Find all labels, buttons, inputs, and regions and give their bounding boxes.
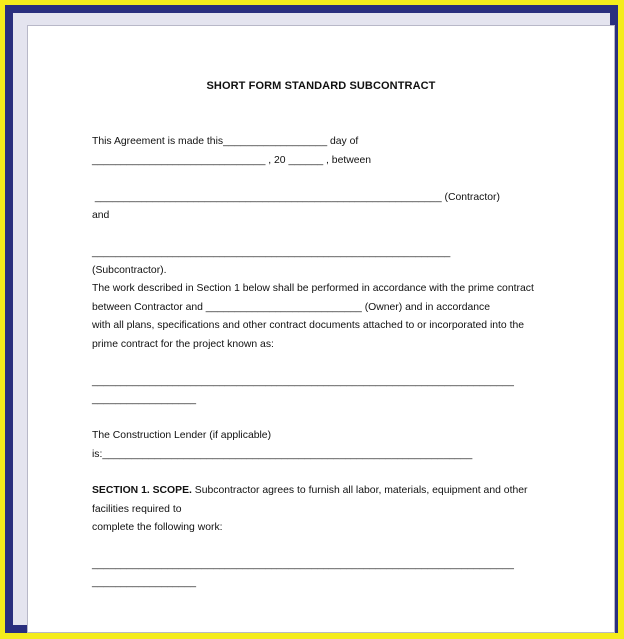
construction-lender-line: The Construction Lender (if applicable) — [92, 430, 272, 441]
agreement-year-line: ______________________________ , 20 ______ , between — [92, 155, 372, 166]
lender-blank-line: is:________________________________________________________________ — [92, 449, 473, 460]
document-frame — [5, 5, 618, 633]
agreement-date-line: This Agreement is made this__________________ day of — [92, 136, 359, 147]
facilities-line: facilities required to — [92, 504, 182, 515]
plans-line: with all plans, specifications and other contract documents attached to or incorporated into the — [92, 320, 525, 331]
subcontractor-blank-line: ______________________________________________________________ — [92, 247, 451, 258]
work-described-line: The work described in Section 1 below shall be performed in accordance with the prime contract — [92, 283, 534, 294]
document-title: SHORT FORM STANDARD SUBCONTRACT — [206, 80, 436, 92]
and-text: and — [92, 210, 110, 221]
subcontractor-label: (Subcontractor). — [92, 265, 167, 276]
work-blank-line-1: _________________________________________________________________________ — [92, 559, 514, 570]
section1-heading: SECTION 1. SCOPE. — [92, 485, 192, 496]
project-known-line: prime contract for the project known as: — [92, 339, 274, 350]
complete-work-line: complete the following work: — [92, 522, 223, 533]
project-blank-line-2: __________________ — [92, 394, 197, 405]
document-page — [27, 25, 615, 633]
frame-inner — [13, 13, 610, 625]
section1-text: Subcontractor agrees to furnish all labor, materials, equipment and other — [194, 485, 528, 496]
section1-line — [92, 484, 527, 497]
work-blank-line-2: __________________ — [92, 577, 197, 588]
contractor-line: ____________________________________________________________ (Contractor) — [92, 192, 500, 203]
project-blank-line-1: _________________________________________________________________________ — [92, 376, 514, 387]
owner-line: between Contractor and ___________________________ (Owner) and in accordance — [92, 302, 491, 313]
